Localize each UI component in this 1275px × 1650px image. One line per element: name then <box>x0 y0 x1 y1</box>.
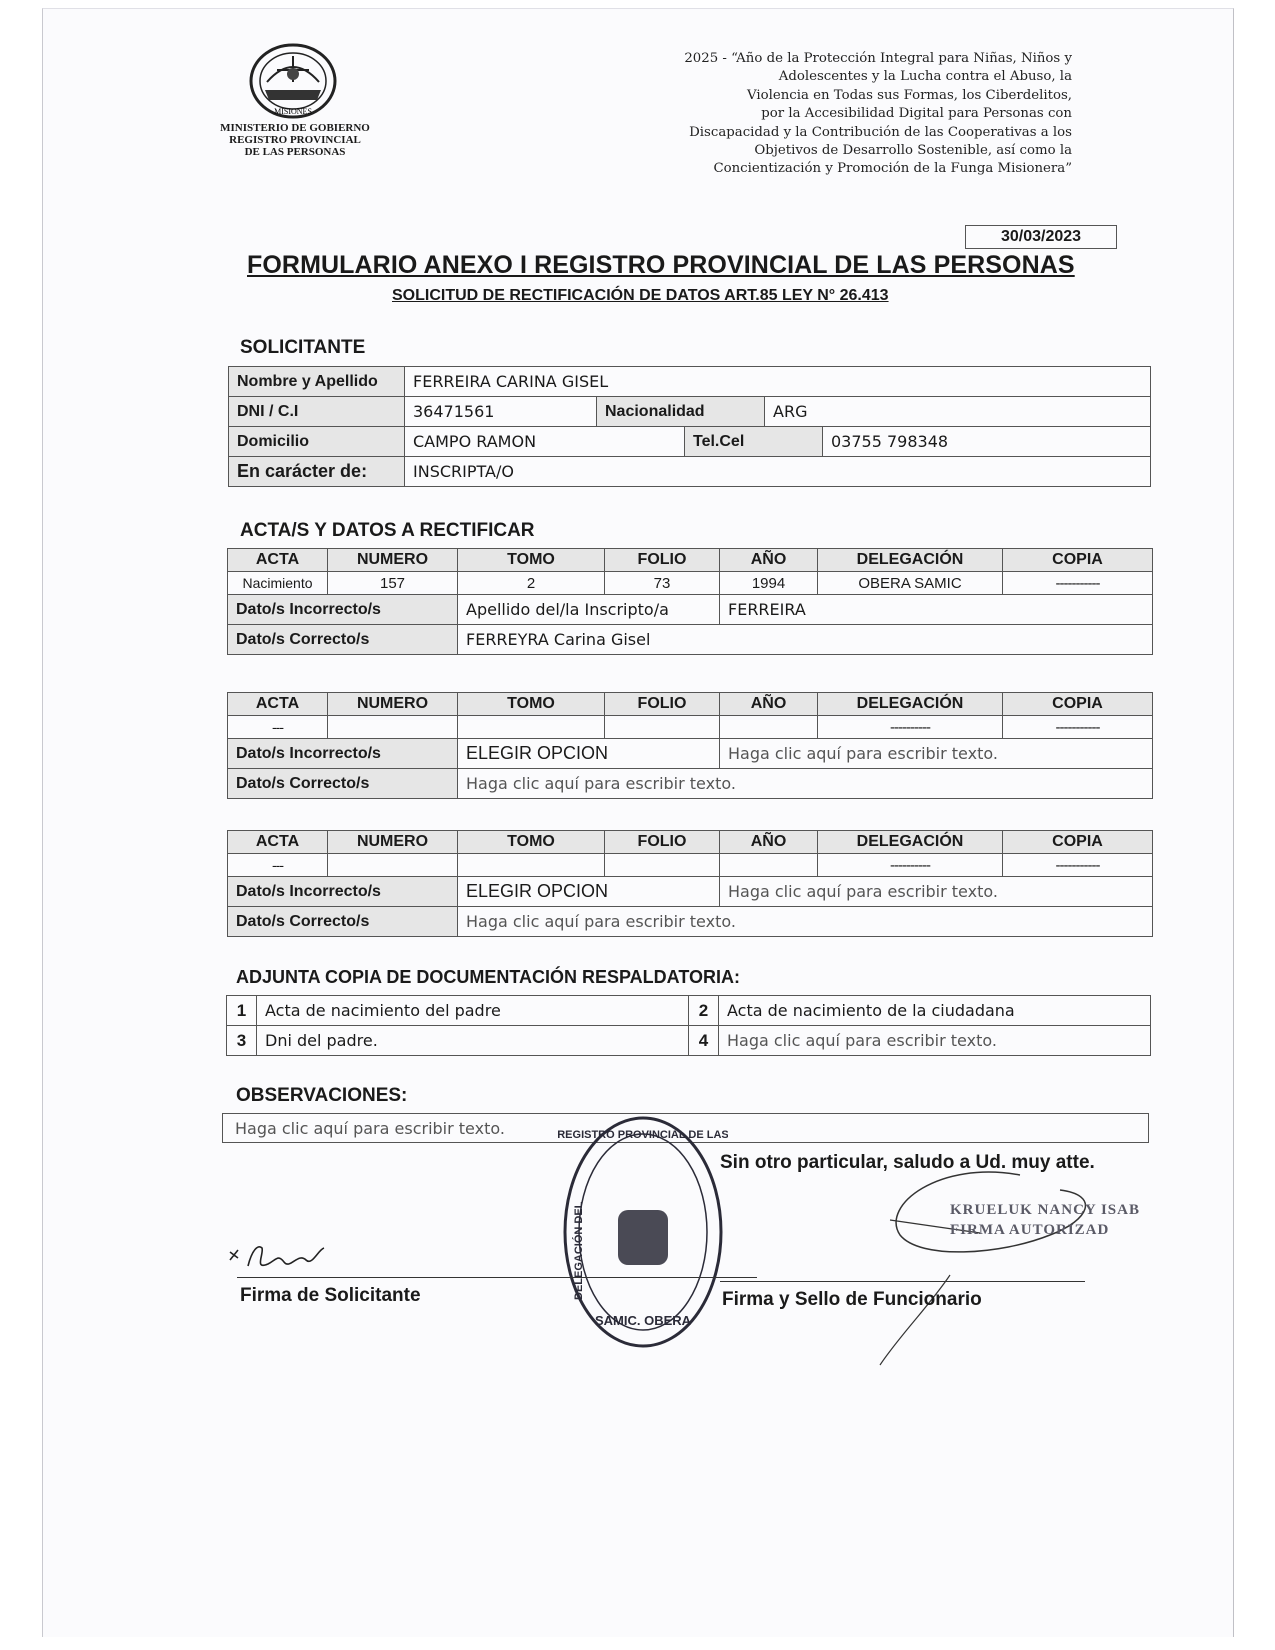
section-actas: ACTA/S Y DATOS A RECTIFICAR <box>240 520 535 541</box>
correct-value-field[interactable]: Haga clic aquí para escribir texto. <box>458 907 1153 937</box>
acta-col-header: COPIA <box>1003 693 1153 716</box>
tel-label: Tel.Cel <box>685 427 823 457</box>
acta-col-header: FOLIO <box>605 831 720 854</box>
dni-field[interactable]: 36471561 <box>405 397 597 427</box>
acta-col-header: TOMO <box>458 549 605 572</box>
form-title: FORMULARIO ANEXO I REGISTRO PROVINCIAL DE LAS PERSONAS <box>247 251 1075 279</box>
incorrect-field-select[interactable]: ELEGIR OPCION <box>458 877 720 907</box>
domicilio-label: Domicilio <box>229 427 405 457</box>
ministry-logo <box>205 42 385 158</box>
acta-cell-ao[interactable] <box>720 854 818 877</box>
acta-col-header: TOMO <box>458 831 605 854</box>
acta-cell-folio[interactable] <box>605 854 720 877</box>
correct-value-field[interactable]: Haga clic aquí para escribir texto. <box>458 769 1153 799</box>
acta-col-header: ACTA <box>228 549 328 572</box>
acta-col-header: COPIA <box>1003 831 1153 854</box>
acta-cell-ao[interactable]: 1994 <box>720 572 818 595</box>
date-field[interactable]: 30/03/2023 <box>965 225 1117 249</box>
office-stamp-text: SAMIC. OBERA <box>594 1313 692 1328</box>
acta-cell-numero[interactable] <box>328 716 458 739</box>
correct-label: Dato/s Correcto/s <box>228 625 458 655</box>
domicilio-field[interactable]: CAMPO RAMON <box>405 427 685 457</box>
funcionario-stamp: KRUELUK NANCY ISAB FIRMA AUTORIZAD <box>950 1202 1140 1238</box>
acta-cell-acta[interactable]: --- <box>228 716 328 739</box>
nacionalidad-label: Nacionalidad <box>597 397 765 427</box>
acta-col-header: ACTA <box>228 693 328 716</box>
acta-cell-ao[interactable] <box>720 716 818 739</box>
acta-cell-folio[interactable] <box>605 716 720 739</box>
adjunta-num-3: 3 <box>227 1026 257 1056</box>
acta-cell-delegacin[interactable]: ---------- <box>818 854 1003 877</box>
acta-cell-tomo[interactable]: 2 <box>458 572 605 595</box>
section-observaciones: OBSERVACIONES: <box>236 1085 408 1106</box>
handwritten-signature-icon <box>860 1165 1130 1375</box>
acta-table-1 <box>227 548 1153 655</box>
year-motto: 2025 - “Año de la Protección Integral para Niñas, Niños y Adolescentes y la Lucha contra el Abuso, la Violencia en Todas sus Formas, los Ciberdelitos, por la Accesibilidad Digital para Personas con Discapacidad y la Contribución de las Cooperativas a los Objetivos de Desarrollo Sostenible, así como la Concientización y Promoción de la Funga Misionera” <box>684 51 1072 177</box>
solicitante-table <box>228 366 1151 487</box>
acta-col-header: FOLIO <box>605 549 720 572</box>
seal-text: MISIONES <box>274 107 312 116</box>
section-adjunta: ADJUNTA COPIA DE DOCUMENTACIÓN RESPALDATORIA: <box>236 967 740 987</box>
solicitante-signature-icon <box>228 1240 348 1280</box>
solicitante-signature-label: Firma de Solicitante <box>240 1285 421 1306</box>
acta-cell-copia[interactable]: ----------- <box>1003 716 1153 739</box>
adjunta-num-2: 2 <box>689 996 719 1026</box>
observaciones-field[interactable]: Haga clic aquí para escribir texto. <box>222 1113 1149 1143</box>
acta-col-header: NUMERO <box>328 549 458 572</box>
caracter-field[interactable]: INSCRIPTA/O <box>405 457 1151 487</box>
tel-field[interactable]: 03755 798348 <box>823 427 1151 457</box>
ministry-name: MINISTERIO DE GOBIERNO REGISTRO PROVINCIAL DE LAS PERSONAS <box>220 122 370 158</box>
acta-cell-acta[interactable]: Nacimiento <box>228 572 328 595</box>
acta-col-header: DELEGACIÓN <box>818 549 1003 572</box>
adjunta-item-2[interactable]: Acta de nacimiento de la ciudadana <box>719 996 1151 1026</box>
acta-col-header: ACTA <box>228 831 328 854</box>
incorrect-value-field[interactable]: Haga clic aquí para escribir texto. <box>720 739 1153 769</box>
acta-table-3 <box>227 830 1153 937</box>
acta-cell-tomo[interactable] <box>458 716 605 739</box>
acta-col-header: DELEGACIÓN <box>818 693 1003 716</box>
acta-cell-copia[interactable]: ----------- <box>1003 854 1153 877</box>
acta-cell-acta[interactable]: --- <box>228 854 328 877</box>
province-seal-icon <box>247 42 339 120</box>
funcionario-signature-label: Firma y Sello de Funcionario <box>722 1289 982 1310</box>
adjunta-num-4: 4 <box>689 1026 719 1056</box>
incorrect-label: Dato/s Incorrecto/s <box>228 877 458 907</box>
incorrect-label: Dato/s Incorrecto/s <box>228 739 458 769</box>
acta-cell-numero[interactable] <box>328 854 458 877</box>
adjunta-table <box>226 995 1151 1056</box>
acta-cell-copia[interactable]: ----------- <box>1003 572 1153 595</box>
correct-label: Dato/s Correcto/s <box>228 907 458 937</box>
incorrect-label: Dato/s Incorrecto/s <box>228 595 458 625</box>
acta-col-header: AÑO <box>720 693 818 716</box>
acta-col-header: AÑO <box>720 549 818 572</box>
closing-text: Sin otro particular, saludo a Ud. muy atte. <box>720 1152 1095 1173</box>
acta-cell-delegacin[interactable]: OBERA SAMIC <box>818 572 1003 595</box>
incorrect-value-field[interactable]: Haga clic aquí para escribir texto. <box>720 877 1153 907</box>
incorrect-field-select[interactable]: Apellido del/la Inscripto/a <box>458 595 720 625</box>
section-solicitante: SOLICITANTE <box>240 337 366 358</box>
acta-cell-folio[interactable]: 73 <box>605 572 720 595</box>
dni-label: DNI / C.I <box>229 397 405 427</box>
funcionario-signature <box>860 1165 1130 1380</box>
form-subtitle: SOLICITUD DE RECTIFICACIÓN DE DATOS ART.85 LEY N° 26.413 <box>392 287 889 304</box>
office-stamp <box>558 1110 728 1360</box>
nombre-label: Nombre y Apellido <box>229 367 405 397</box>
acta-cell-delegacin[interactable]: ---------- <box>818 716 1003 739</box>
acta-col-header: FOLIO <box>605 693 720 716</box>
acta-col-header: COPIA <box>1003 549 1153 572</box>
office-stamp-top: REGISTRO PROVINCIAL DE LAS <box>558 1129 728 1141</box>
adjunta-item-1[interactable]: Acta de nacimiento del padre <box>257 996 689 1026</box>
incorrect-value-field[interactable]: FERREIRA <box>720 595 1153 625</box>
office-stamp-side: DELEGACIÓN DEL <box>573 1201 585 1300</box>
acta-cell-numero[interactable]: 157 <box>328 572 458 595</box>
acta-cell-tomo[interactable] <box>458 854 605 877</box>
correct-value-field[interactable]: FERREYRA Carina Gisel <box>458 625 1153 655</box>
nombre-field[interactable]: FERREIRA CARINA GISEL <box>405 367 1151 397</box>
correct-label: Dato/s Correcto/s <box>228 769 458 799</box>
solicitante-signature <box>228 1240 348 1285</box>
caracter-label: En carácter de: <box>229 457 405 487</box>
acta-col-header: TOMO <box>458 693 605 716</box>
adjunta-item-3[interactable]: Dni del padre. <box>257 1026 689 1056</box>
nacionalidad-field[interactable]: ARG <box>765 397 1151 427</box>
funcionario-signature-line <box>720 1281 1085 1282</box>
acta-col-header: NUMERO <box>328 831 458 854</box>
acta-col-header: AÑO <box>720 831 818 854</box>
solicitante-signature-line <box>237 1277 757 1278</box>
acta-col-header: DELEGACIÓN <box>818 831 1003 854</box>
acta-table-2 <box>227 692 1153 799</box>
adjunta-num-1: 1 <box>227 996 257 1026</box>
incorrect-field-select[interactable]: ELEGIR OPCION <box>458 739 720 769</box>
adjunta-item-4[interactable]: Haga clic aquí para escribir texto. <box>719 1026 1151 1056</box>
acta-col-header: NUMERO <box>328 693 458 716</box>
office-stamp-icon <box>558 1110 728 1355</box>
